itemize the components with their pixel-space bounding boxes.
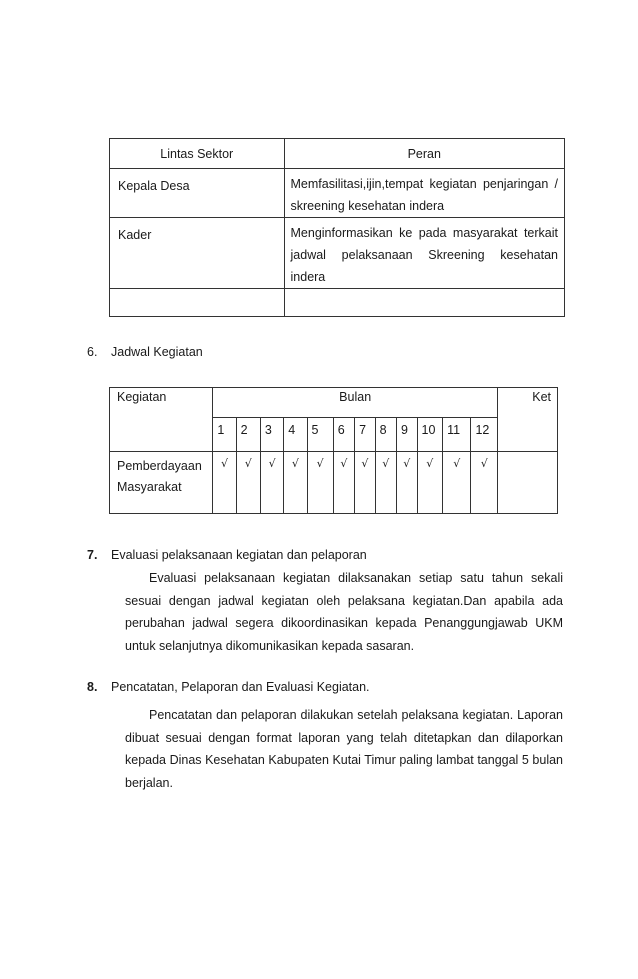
section-8-body xyxy=(125,704,563,794)
check-mark: √ xyxy=(307,452,333,514)
month-cell: 10 xyxy=(417,418,443,452)
header-lintas-sektor: Lintas Sektor xyxy=(110,139,285,169)
check-mark: √ xyxy=(471,452,498,514)
sektor-cell: Kader xyxy=(118,228,152,242)
section-6-number: 6. xyxy=(87,345,98,359)
section-7-number: 7. xyxy=(87,548,98,562)
kegiatan-cell: Pemberdayaan Masyarakat xyxy=(110,452,213,514)
check-mark: √ xyxy=(397,452,417,514)
sektor-cell: Kepala Desa xyxy=(118,179,190,193)
header-ket: Ket xyxy=(497,388,557,452)
check-mark: √ xyxy=(417,452,443,514)
section-6-title: Jadwal Kegiatan xyxy=(111,345,203,359)
section-7-title: Evaluasi pelaksanaan kegiatan dan pelaporan xyxy=(111,548,367,562)
table-header-row xyxy=(110,388,558,418)
check-mark: √ xyxy=(213,452,236,514)
table-row-empty xyxy=(110,289,565,317)
month-cell: 4 xyxy=(284,418,307,452)
month-cell: 12 xyxy=(471,418,498,452)
check-mark: √ xyxy=(355,452,375,514)
lintas-sektor-table xyxy=(109,138,565,317)
check-mark: √ xyxy=(236,452,260,514)
table-row xyxy=(110,169,565,218)
table-row xyxy=(110,218,565,289)
peran-cell: Memfasilitasi,ijin,tempat kegiatan penjaringan / skreening kesehatan indera xyxy=(290,177,558,213)
check-mark: √ xyxy=(333,452,354,514)
month-cell: 5 xyxy=(307,418,333,452)
month-cell: 11 xyxy=(443,418,471,452)
section-7-body-text: Evaluasi pelaksanaan kegiatan dilaksanakan setiap satu tahun sekali sesuai dengan jadwal kegiatan oleh pelaksana kegiatan.Dan apabila ada perubahan jadwal segera dikoordinasikan kepada Penanggungjawab UKM untuk selanjutnya dikomunikasikan kepada sasaran. xyxy=(125,571,563,653)
header-peran: Peran xyxy=(284,139,564,169)
jadwal-kegiatan-table xyxy=(109,387,558,514)
check-mark: √ xyxy=(284,452,307,514)
month-cell: 9 xyxy=(397,418,417,452)
month-cell: 8 xyxy=(375,418,396,452)
table-row xyxy=(110,452,558,514)
empty-cell xyxy=(110,289,285,317)
table-header-row xyxy=(110,139,565,169)
header-bulan: Bulan xyxy=(213,388,498,418)
check-mark: √ xyxy=(260,452,283,514)
section-8-body-text: Pencatatan dan pelaporan dilakukan setelah pelaksana kegiatan. Laporan dibuat sesuai dengan format laporan yang telah ditetapkan dan dilaporkan kepada Dinas Kesehatan Kabupaten Kutai Timur paling lambat tanggal 5 bulan berjalan. xyxy=(125,708,563,790)
section-8-number: 8. xyxy=(87,680,98,694)
peran-cell: Menginformasikan ke pada masyarakat terkait jadwal pelaksanaan Skreening kesehatan indera xyxy=(290,226,558,284)
ket-cell xyxy=(497,452,557,514)
month-cell: 7 xyxy=(355,418,375,452)
empty-cell xyxy=(284,289,564,317)
month-cell: 6 xyxy=(333,418,354,452)
month-cell: 2 xyxy=(236,418,260,452)
header-kegiatan: Kegiatan xyxy=(110,388,213,452)
month-cell: 3 xyxy=(260,418,283,452)
check-mark: √ xyxy=(443,452,471,514)
section-7-body xyxy=(125,567,563,657)
month-cell: 1 xyxy=(213,418,236,452)
section-8-title: Pencatatan, Pelaporan dan Evaluasi Kegiatan. xyxy=(111,680,370,694)
check-mark: √ xyxy=(375,452,396,514)
